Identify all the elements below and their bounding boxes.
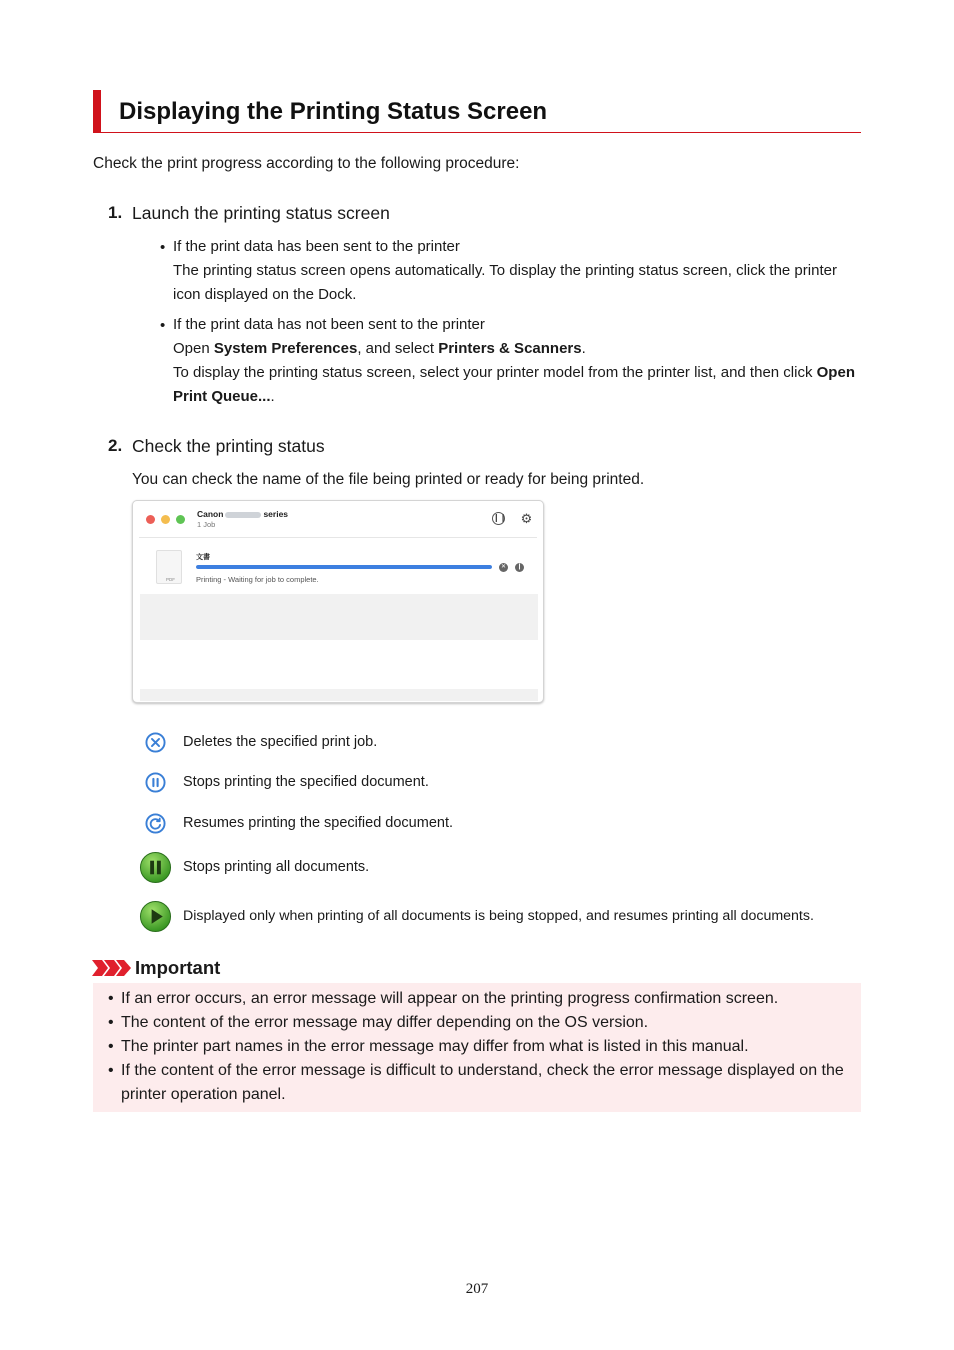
print-queue-window-screenshot: [132, 500, 544, 703]
legend-pause-text: Stops printing the specified document.: [183, 774, 429, 790]
bullet-dot: •: [108, 1038, 114, 1055]
resume-all-icon: [139, 900, 172, 933]
job-progress-fill: [196, 565, 492, 569]
page-title: Displaying the Printing Status Screen: [119, 98, 548, 125]
step-1-bullet-1: [173, 235, 863, 307]
printers-scanners-label: Printers & Scanners: [438, 340, 582, 357]
empty-job-row: [140, 594, 538, 640]
important-item: The content of the error message may differ depending on the OS version.: [121, 1014, 649, 1031]
legend-pause-all-text: Stops printing all documents.: [183, 859, 370, 875]
step-1-number: 1.: [108, 203, 123, 222]
bullet-2-line-2: Open System Preferences, and select Printers & Scanners.: [173, 340, 586, 357]
document-extension: PDF: [166, 577, 175, 582]
heading-underline: [101, 132, 861, 133]
resume-document-icon: [145, 813, 166, 834]
step-2-number: 2.: [108, 436, 123, 455]
page-number: 207: [465, 1281, 489, 1297]
step-1-title: Launch the printing status screen: [132, 203, 390, 223]
job-status-text: Printing - Waiting for job to complete.: [196, 575, 319, 584]
step-2-description: You can check the name of the file being printed or ready for being printed.: [132, 471, 645, 488]
heading-accent-bar: [93, 90, 101, 133]
open-print-queue-label: Open Print Queue...: [173, 364, 855, 405]
important-item: If the content of the error message is difficult to understand, check the error message displayed on the printer operation panel.: [121, 1062, 844, 1103]
window-title: Canon series: [197, 509, 289, 519]
window-separator: [139, 537, 537, 538]
important-title: Important: [135, 957, 221, 978]
important-item: The printer part names in the error message may differ from what is listed in this manual.: [121, 1038, 749, 1055]
minimize-window-dot[interactable]: [161, 515, 170, 524]
bullet-1-body: The printing status screen opens automatically. To display the printing status screen, click the printer icon displayed on the Dock.: [173, 262, 837, 303]
bullet-dot: •: [160, 317, 166, 334]
empty-job-row: [140, 689, 538, 701]
bullet-dot: •: [108, 1014, 114, 1031]
legend-resume-all-text: Displayed only when printing of all documents is being stopped, and resumes printing all documents.: [183, 908, 814, 924]
settings-gear-icon[interactable]: ⚙: [520, 511, 533, 526]
bullet-1-heading: If the print data has been sent to the printer: [173, 238, 460, 255]
step-2-title: Check the printing status: [132, 436, 325, 456]
bullet-dot: •: [108, 990, 114, 1007]
pause-job-small-icon[interactable]: ❙: [516, 564, 523, 570]
intro-text: Check the print progress according to the following procedure:: [93, 155, 520, 172]
window-subtitle: 1 Job: [197, 520, 216, 529]
bullet-2-line-3: To display the printing status screen, select your printer model from the printer list, and then click Open Print Queue....: [173, 364, 855, 405]
bullet-dot: •: [108, 1062, 114, 1079]
job-name: 文書: [196, 554, 210, 561]
delete-job-small-icon[interactable]: ✕: [500, 564, 507, 570]
bullet-dot: •: [160, 239, 166, 256]
legend-resume-text: Resumes printing the specified document.: [183, 815, 454, 831]
close-window-dot[interactable]: [146, 515, 155, 524]
job-progress-bar: [196, 565, 492, 569]
bullet-2-heading: If the print data has not been sent to the printer: [173, 316, 485, 333]
system-preferences-label: System Preferences: [213, 340, 358, 357]
zoom-window-dot[interactable]: [176, 515, 185, 524]
important-arrows-icon: [92, 959, 132, 977]
pause-all-icon: [139, 851, 172, 884]
delete-job-icon: [145, 732, 166, 753]
legend-delete-text: Deletes the specified print job.: [183, 734, 378, 750]
step-1-bullet-2: [173, 313, 863, 409]
pause-all-small-icon[interactable]: ❙❙: [492, 512, 505, 525]
important-item: If an error occurs, an error message will appear on the printing progress confirmation screen.: [121, 990, 779, 1007]
pause-document-icon: [145, 772, 166, 793]
blurred-model-name: [225, 512, 261, 518]
